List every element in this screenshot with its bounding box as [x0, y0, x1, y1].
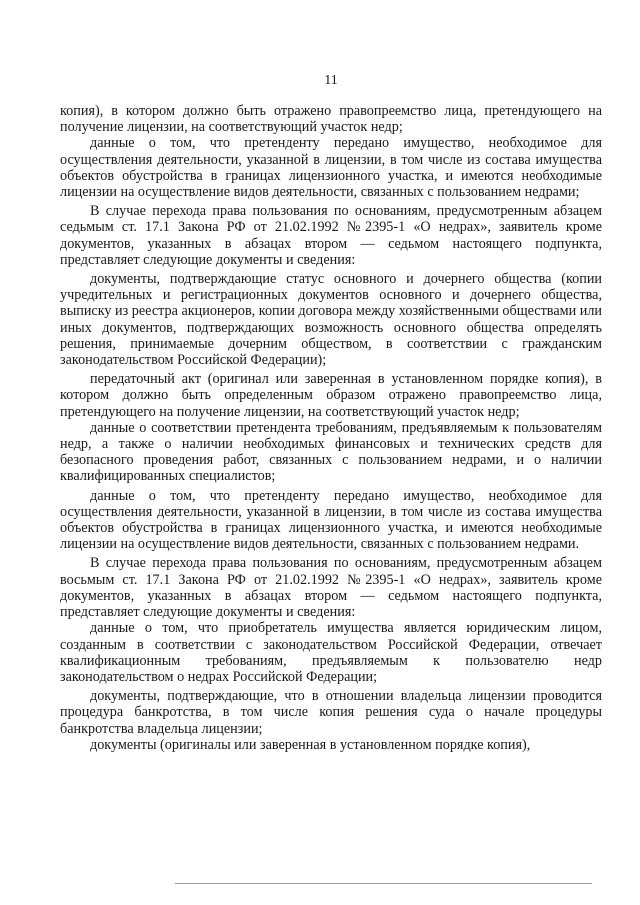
paragraph-property-transfer-data: данные о том, что претенденту передано имущество, необходимое для осуществления деятельности, указанной в лицензии, в том числе из состава имущества объектов обустройства в границах лицензионного участка, и имеются необходимые лицензии на осуществление видов деятельности, связанных с пользованием недрами; — [60, 135, 602, 201]
page-number: 11 — [324, 73, 338, 88]
paragraph-transfer-act: передаточный акт (оригинал или заверенная в установленном порядке копия), в котором должно быть определенным образом отражено правопреемство лица, претендующего на получение лицензии, на соответствующий участок недр; — [60, 371, 602, 420]
paragraph-applicant-compliance: данные о соответствии претендента требованиям, предъявляемым к пользователям недр, а также о наличии необходимых финансовых и технических средств для безопасного проведения работ, связанных с пользованием недрами, и о наличии квалифицированных специалистов; — [60, 419, 602, 485]
paragraph-parent-subsidiary-docs: документы, подтверждающие статус основного и дочернего общества (копии учредительных и регистрационных документов основного и дочернего общества, выписку из реестра акционеров, копии договора между хозяйственными обществами или иных документов, подтверждающих возможность основного общества определять решения, принимаемые дочерним обществом, в соответствии с гражданским законодательством Российской Федерации); — [60, 271, 602, 369]
paragraph-case-seventh-clause: В случае перехода права пользования по основаниям, предусмотренным абзацем седьмым ст. 17.1 Закона РФ от 21.02.1992 №2395-1 «О недрах», заявитель кроме документов, указанных в абзацах втором — седьмом настоящего подпункта, представляет следующие документы и сведения: — [60, 203, 602, 268]
paragraph-acquirer-legal-entity: данные о том, что приобретатель имущества является юридическим лицом, созданным в соответствии с законодательством Российской Федерации, отвечает квалификационным требованиям, предъявляемым к пользователю недр законодательством о недрах Российской Федерации; — [60, 620, 602, 685]
paragraph-property-transfer-data-2: данные о том, что претенденту передано имущество, необходимое для осуществления деятельности, указанной в лицензии, в том числе из состава имущества объектов обустройства в границах лицензионного участка, и имеются необходимые лицензии на осуществление видов деятельности, связанных с пользованием недрами. — [60, 487, 602, 553]
paragraph-continuation: копия), в котором должно быть отражено правопреемство лица, претендующего на получение лицензии, на соответствующий участок недр; — [60, 103, 602, 136]
paragraph-case-eighth-clause: В случае перехода права пользования по основаниям, предусмотренным абзацем восьмым ст. 17.1 Закона РФ от 21.02.1992 №2395-1 «О недрах», заявитель кроме документов, указанных в абзацах втором — седьмом настоящего подпункта, представляет следующие документы и сведения: — [60, 555, 602, 621]
footer-divider — [175, 883, 592, 884]
paragraph-bankruptcy-docs: документы, подтверждающие, что в отношении владельца лицензии проводится процедура банкротства, в том числе копия решения суда о начале процедуры банкротства владельца лицензии; — [60, 688, 602, 737]
paragraph-documents-originals: документы (оригиналы или заверенная в установленном порядке копия), — [90, 736, 531, 753]
